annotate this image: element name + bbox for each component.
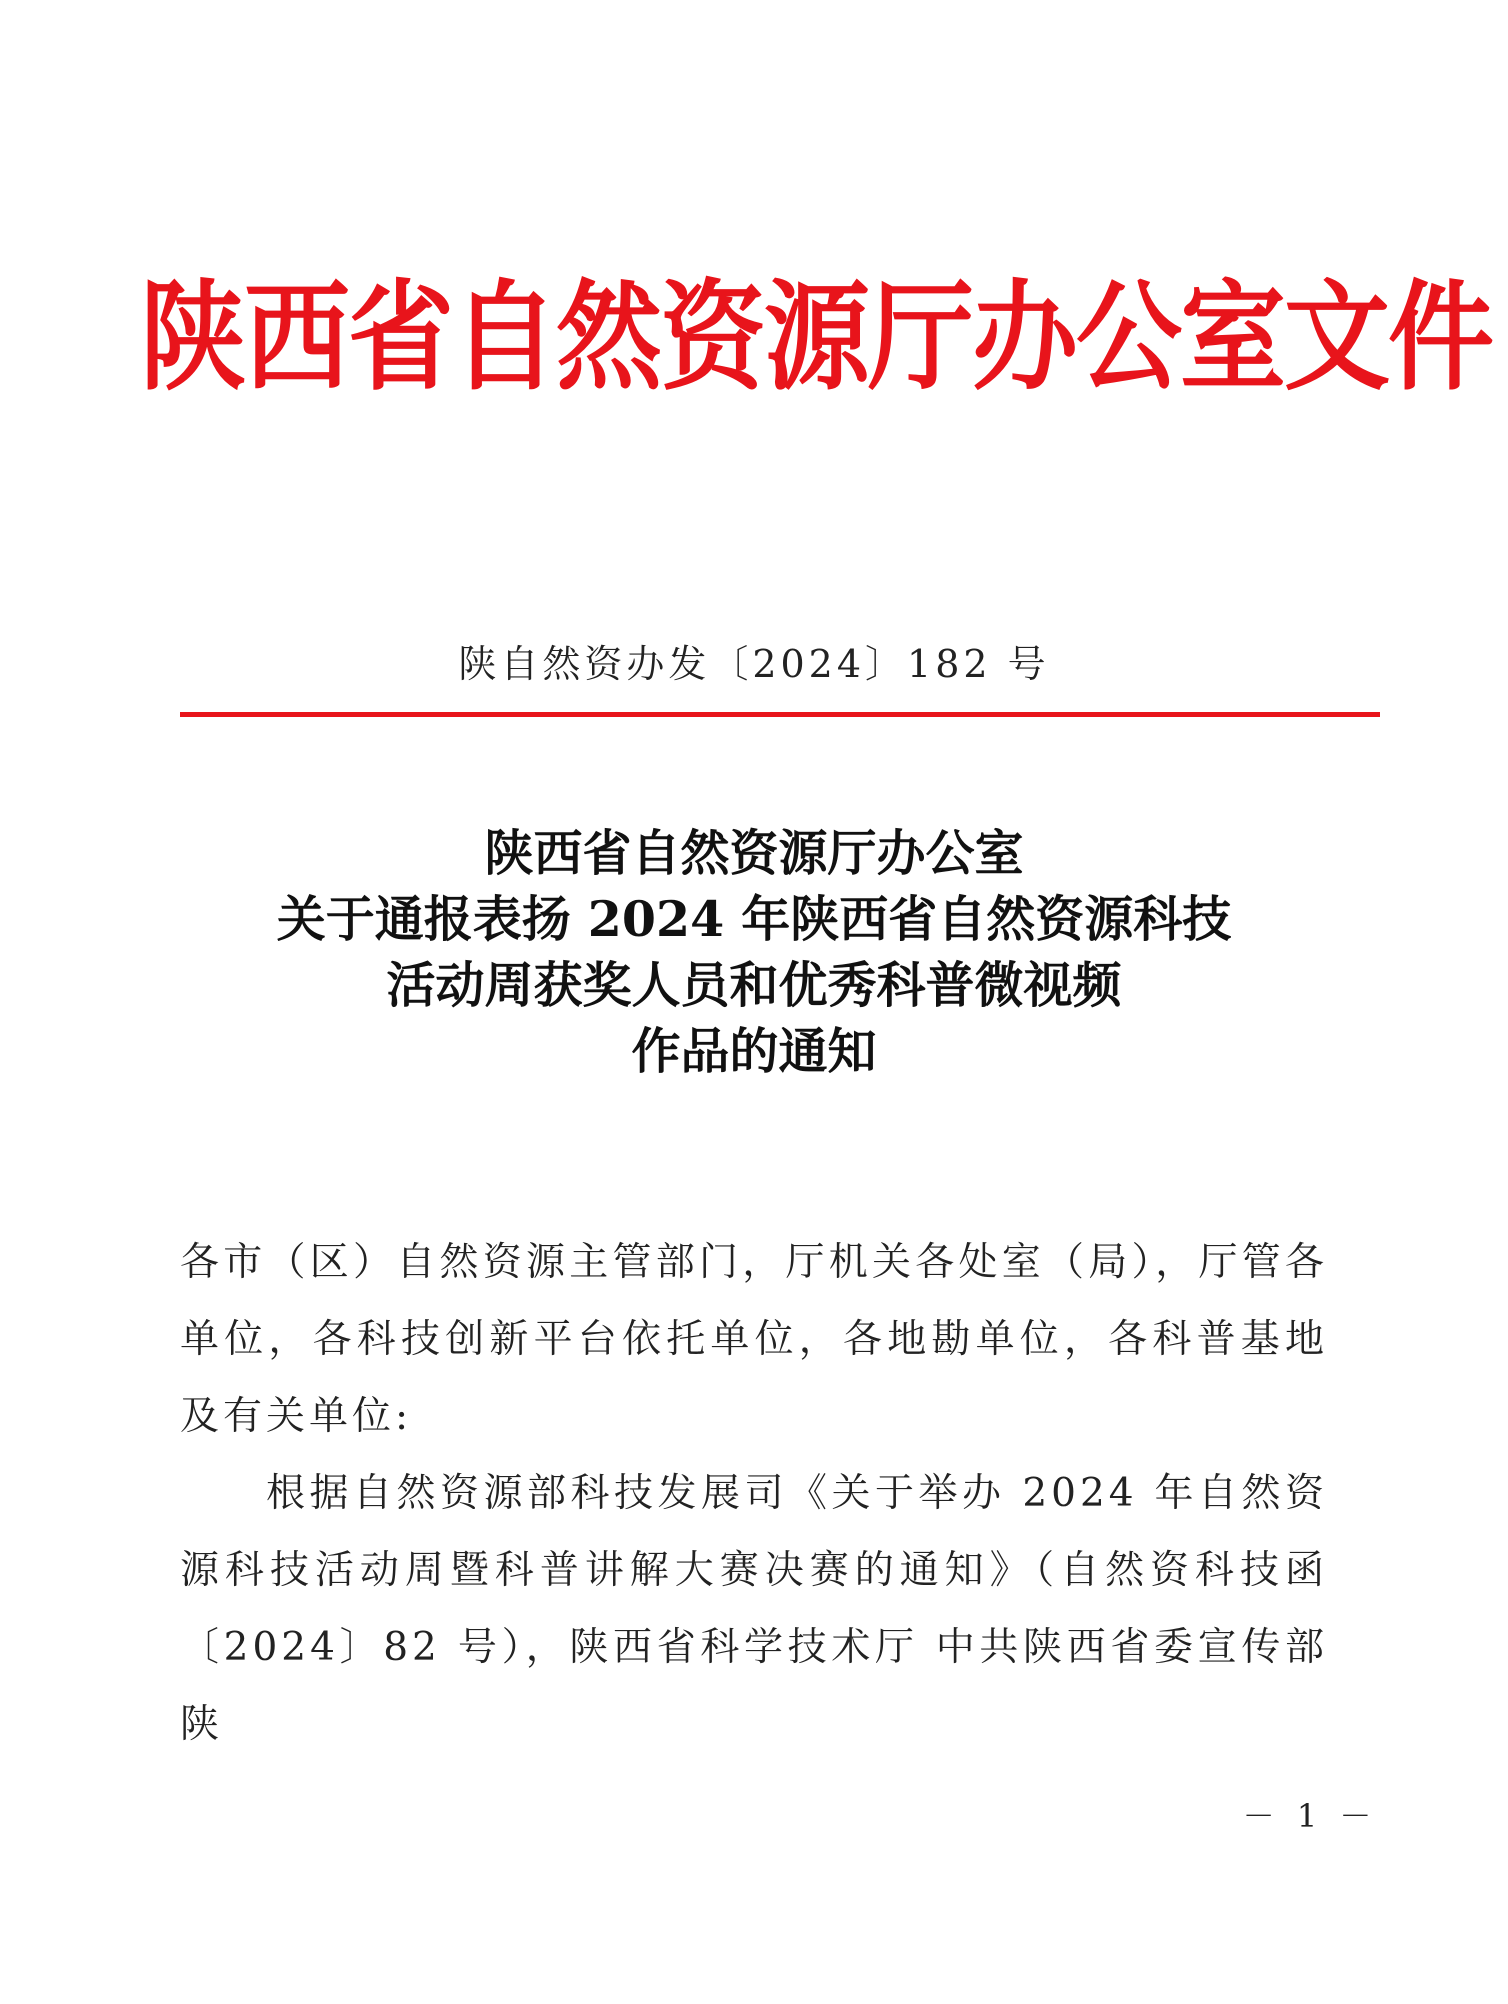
recipients-paragraph: 各市（区）自然资源主管部门，厅机关各处室（局），厅管各单位，各科技创新平台依托单位，各地勘单位，各科普基地及有关单位: xyxy=(180,1240,1328,1439)
title-line-1: 陕西省自然资源厅办公室 xyxy=(484,824,1024,882)
red-divider-rule xyxy=(180,712,1380,717)
document-header: 陕西省自然资源厅办公室文件 xyxy=(140,268,1492,407)
title-line-2: 关于通报表扬 2024 年陕西省自然资源科技 xyxy=(276,890,1232,948)
document-number: 陕自然资办发〔2024〕182 号 xyxy=(458,642,1050,686)
title-line-3: 活动周获奖人员和优秀科普微视频 xyxy=(386,956,1122,1014)
body-paragraph: 根据自然资源部科技发展司《关于举办 2024 年自然资源科技活动周暨科普讲解大赛决赛的通知》（自然资科技函〔2024〕82 号），陕西省科学技术厅 中共陕西省委宣传部 陕 xyxy=(180,1471,1328,1747)
body-text xyxy=(180,1224,1328,1763)
notice-title xyxy=(160,820,1348,1084)
page-number: － 1 － xyxy=(1242,1797,1378,1835)
title-line-4: 作品的通知 xyxy=(631,1022,877,1080)
